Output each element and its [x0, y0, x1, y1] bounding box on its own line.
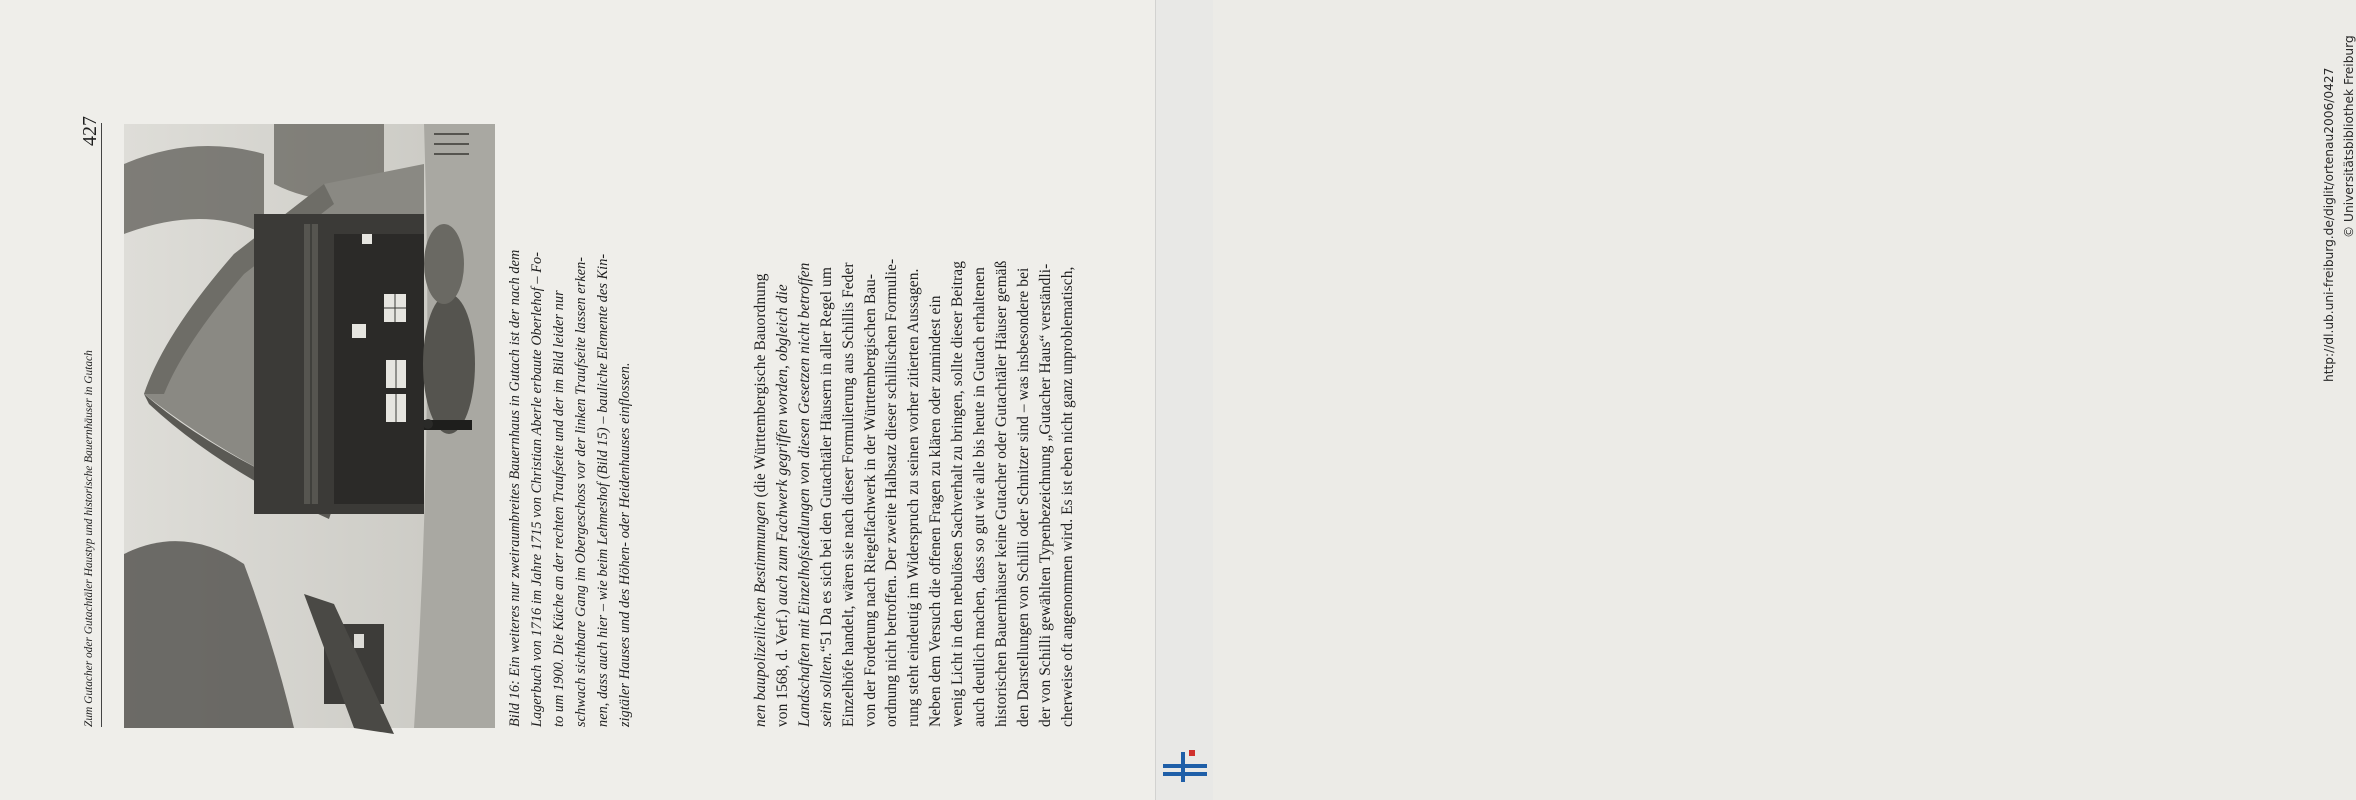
- body-text-line: [752, 273, 770, 727]
- body-text-line: [796, 263, 814, 727]
- body-text-line: [774, 284, 792, 727]
- body-text-run: auch deutlich machen, dass so gut wie alle bis heute in Gutach erhaltenen: [971, 267, 988, 727]
- body-text-run: Neben dem Versuch die offenen Fragen zu klären oder zumindest ein: [927, 295, 945, 727]
- body-text-run: von der Forderung nach Riegelfachwerk in der Württembergischen Bau-: [861, 273, 879, 727]
- body-text-run: wenig Licht in den nebulösen Sachverhalt zu bringen, sollte dieser Beitrag: [949, 261, 967, 727]
- ub-freiburg-logo-icon: [1163, 748, 1207, 788]
- body-text-line: [927, 295, 945, 727]
- caption-line: schwach sichtbare Gang im Obergeschoss vor der linken Traufseite lassen erken-: [573, 256, 589, 727]
- caption-line: Bild 16: Ein weiteres nur zweiraumbreites Bauernhaus in Gutach ist der nach dem: [507, 249, 523, 727]
- body-text-line: [1015, 268, 1033, 727]
- body-text-emphasis: nen baupolizeilichen Bestimmungen: [752, 501, 769, 727]
- body-text-emphasis: sein sollten.: [817, 652, 835, 727]
- running-header: Zum Gutacher oder Gutachtäler Haustyp und historische Bauernhäuser in Gutach: [83, 350, 95, 727]
- caption-line: Lagerbuch von 1716 im Jahre 1715 von Christian Aberle erbaute Oberlehof – Fo-: [529, 251, 545, 727]
- body-text-line: [949, 261, 967, 727]
- body-text-run: (die Württembergische Bauordnung: [752, 273, 769, 502]
- body-text-line: [883, 259, 901, 727]
- body-text-run: ordnung nicht betroffen. Der zweite Halbsatz dieser schillischen Formulie-: [883, 258, 901, 727]
- body-text-line: [818, 267, 836, 727]
- source-url[interactable]: http://dl.ub.uni-freiburg.de/diglit/ortenau2006/0427: [2322, 67, 2336, 382]
- body-text-run: cherweise oft angenommen wird. Es ist eben nicht ganz unproblematisch,: [1058, 266, 1076, 727]
- body-text-line: [840, 262, 858, 727]
- body-text-line: [971, 267, 989, 727]
- body-text-run: rung steht eindeutig im Widerspruch zu seinen vorher zitierten Aussagen.: [905, 268, 923, 727]
- body-text-run: “51 Da es sich bei den Gutachtäler Häusern in aller Regel um: [817, 267, 835, 653]
- body-text-run: historischen Bauernhäuser keine Gutacher oder Gutachtäler Häuser gemäß: [992, 260, 1010, 727]
- caption-line: zigtäler Hauses und des Höhen- oder Heidenhauses einflossen.: [617, 362, 633, 727]
- caption-line: nen, dass auch hier – wie beim Lehmeshof (Bild 15) – bauliche Elemente des Kin-: [595, 253, 611, 727]
- body-text-emphasis: Landschaften mit Einzelhofsiedlungen von diesen Gesetzen nicht betroffen: [795, 262, 813, 727]
- body-text-line: [862, 274, 880, 727]
- body-text-run: Einzelhöfe handelt, wären sie nach dieser Formulierung aus Schillis Feder: [839, 262, 857, 727]
- body-text-run: den Darstellungen von Schilli oder Schnitzer sind – was insbesondere bei: [1014, 267, 1032, 727]
- viewer-sidebar: [1155, 0, 2356, 800]
- farmhouse-photo: [124, 124, 495, 728]
- body-text-line: [905, 269, 923, 728]
- body-text-line: [1059, 267, 1077, 727]
- scanned-page: [0, 0, 1155, 800]
- body-text-line: [1037, 264, 1055, 727]
- caption-line: to um 1900. Die Küche an der rechten Traufseite und der im Bild leider nur: [551, 290, 567, 727]
- body-text-run: von 1568, d. Verf.): [773, 605, 791, 727]
- header-rule: [101, 123, 102, 727]
- copyright-notice: © Universitätsbibliothek Freiburg: [2342, 35, 2356, 238]
- page-number: 427: [79, 116, 101, 146]
- body-text-run: der von Schilli gewählten Typenbezeichnung „Gutacher Haus“ verständli-: [1036, 263, 1054, 727]
- body-text-emphasis: auch zum Fachwerk gegriffen worden, obgleich die: [773, 284, 791, 606]
- body-text-line: [993, 261, 1011, 727]
